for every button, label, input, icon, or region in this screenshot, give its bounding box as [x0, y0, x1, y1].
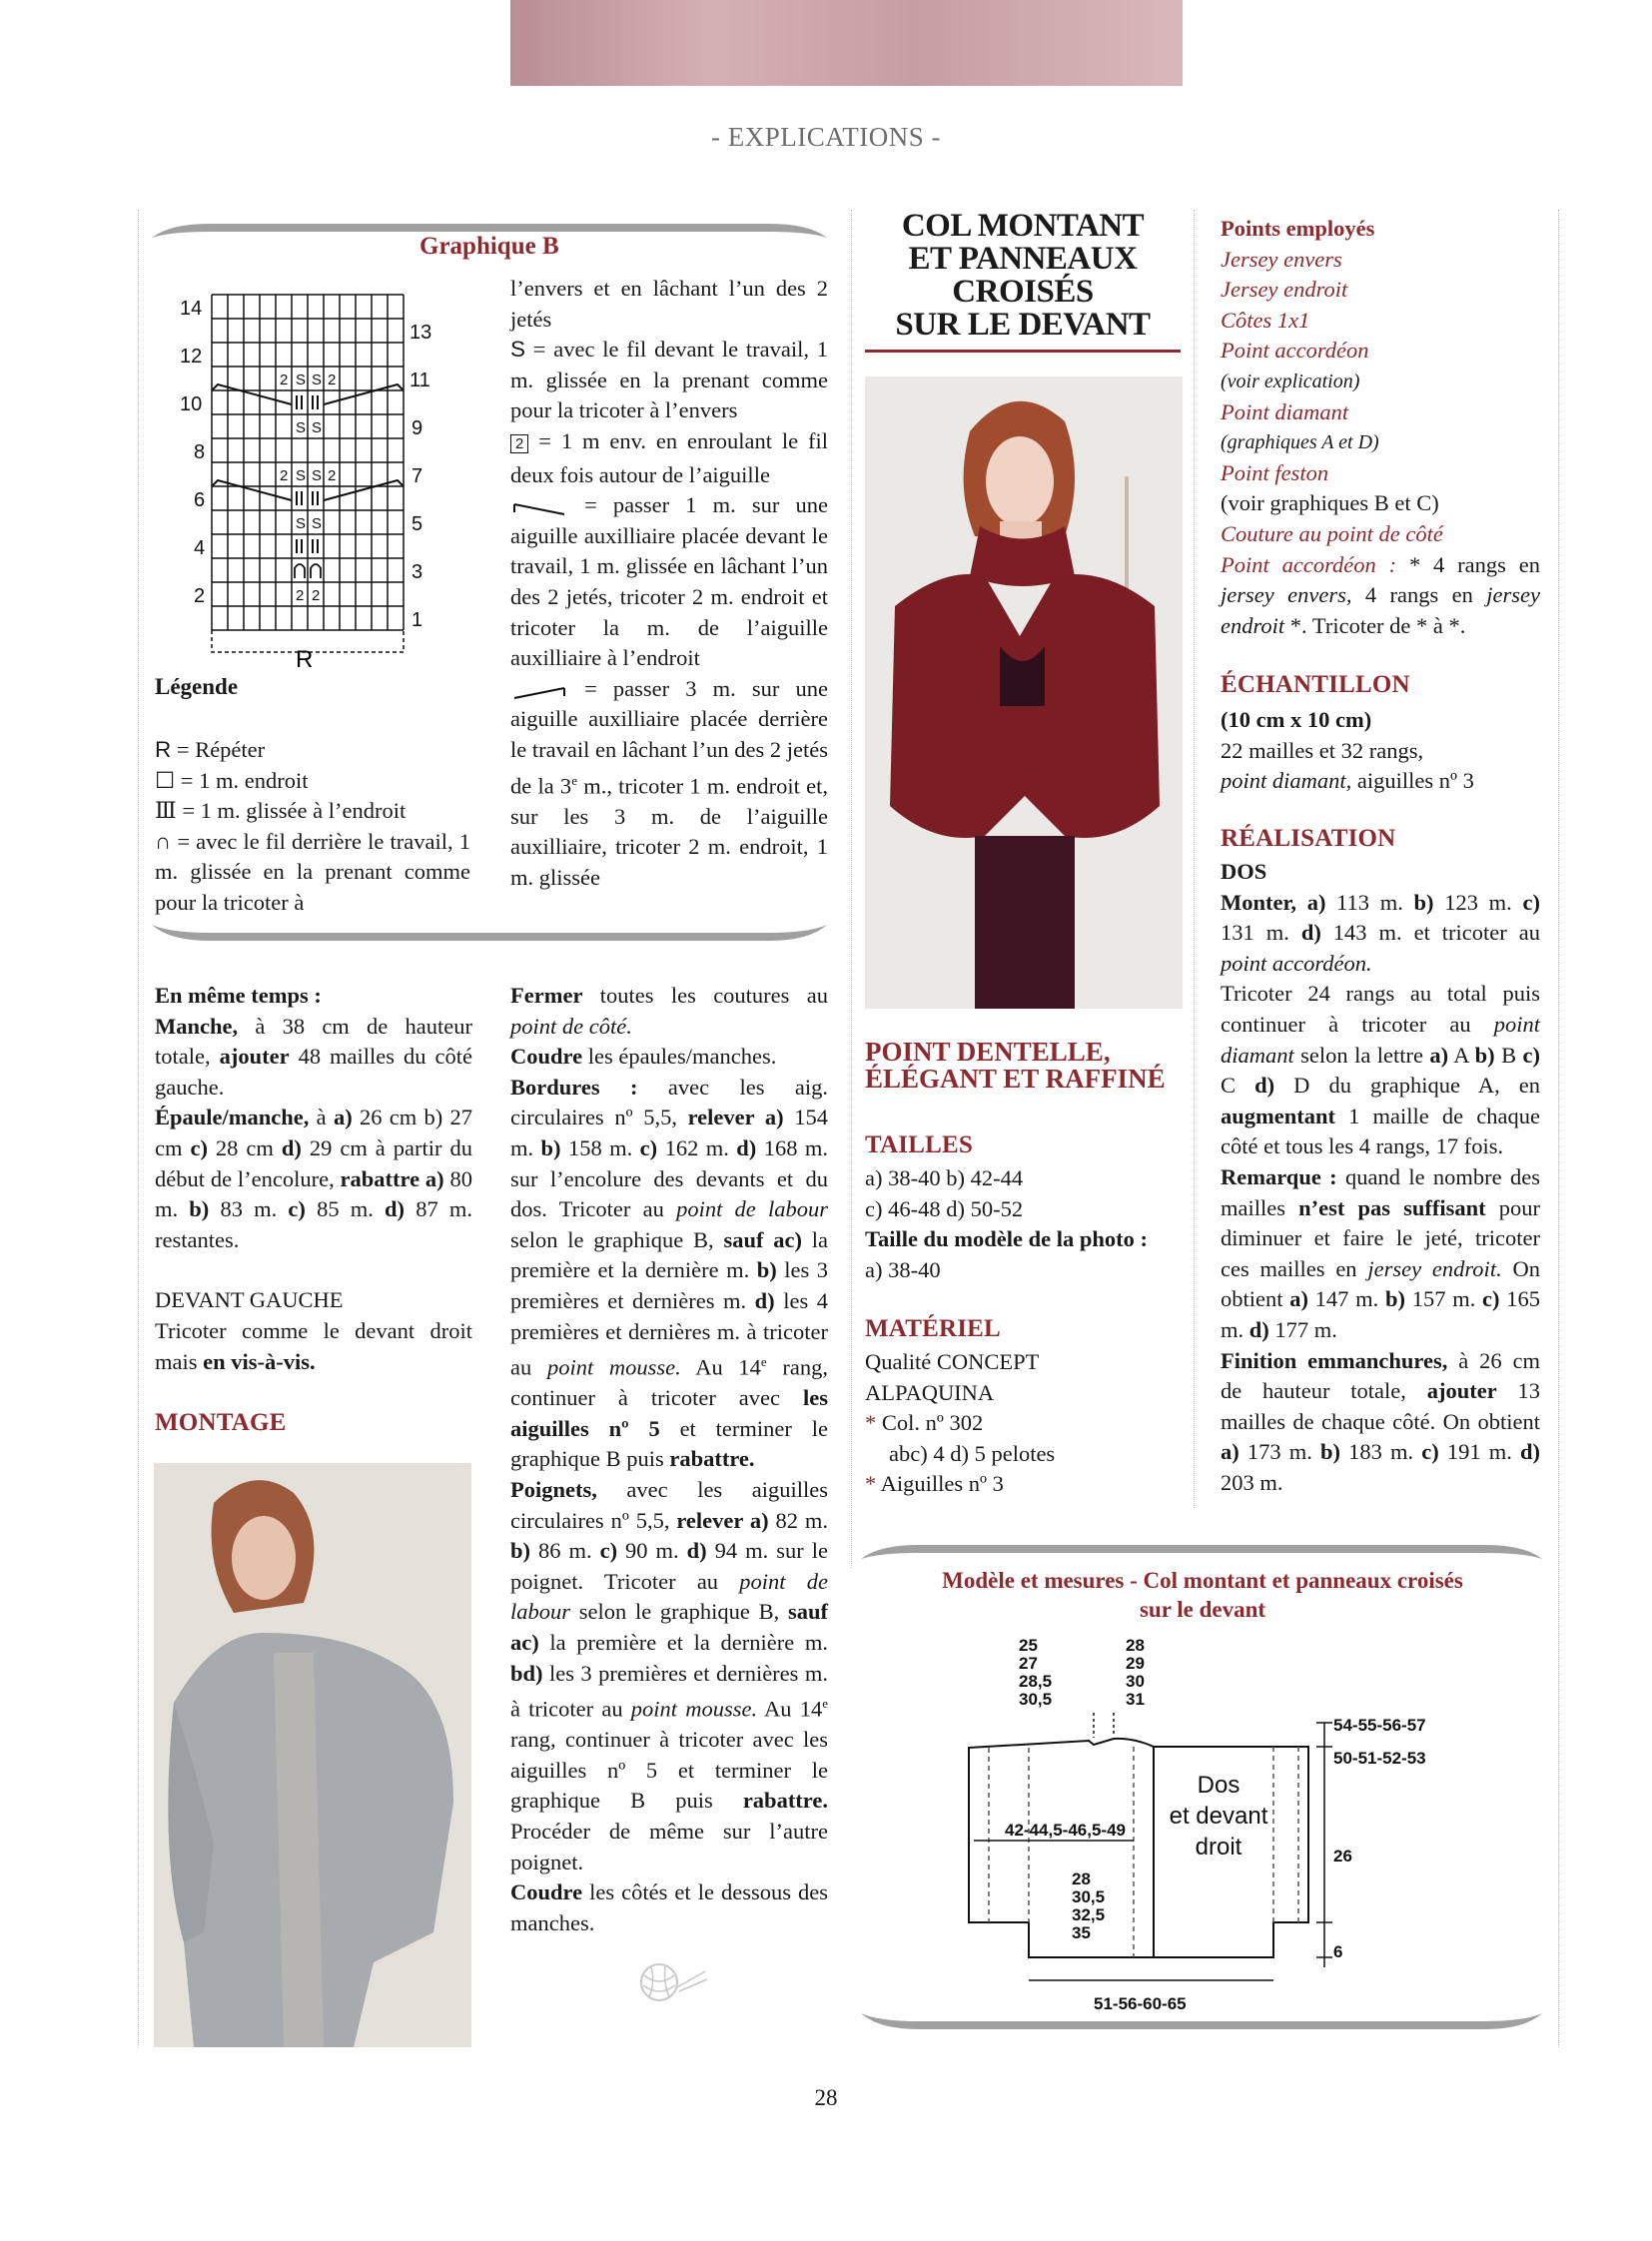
legend-line: ∩ = avec le fil derrière le travail, 1 m. glissée en la prenant comme pour la tricoter à	[155, 828, 470, 915]
model-photo-burgundy	[865, 376, 1183, 1009]
montage-heading: MONTAGE	[155, 1409, 287, 1436]
legend-line: ☐ = 1 m. endroit	[155, 767, 309, 793]
measure: 25	[1019, 1636, 1038, 1655]
measure: 6	[1333, 1942, 1343, 1961]
tailles-text: a) 38-40 b) 42-44 c) 46-48 d) 50-52 Taille du modèle de la photo : a) 38-40	[865, 1165, 1148, 1282]
measure: 54-55-56-57	[1333, 1716, 1426, 1735]
row-label: 7	[412, 465, 423, 487]
chart-symbol: S	[296, 372, 307, 388]
tailles-heading: TAILLES	[865, 1131, 973, 1158]
row-label: 3	[412, 561, 423, 583]
pattern-title: COL MONTANT ET PANNEAUX CROISÉS SUR LE DEVANT	[895, 208, 1151, 343]
measure: 26	[1333, 1847, 1352, 1866]
points-employes: Points employés Jersey envers Jersey endroit Côtes 1x1 Point accordéon (voir explication) Point diamant (graphiques A et D) Point feston (voir graphiques B et C) Couture au point de côté Point accordéon : * 4 rangs en jersey envers, 4 rangs en jersey endroit *. Tricoter de * à *.	[1221, 216, 1540, 638]
measure: 30,5	[1072, 1887, 1106, 1906]
piece-label: Dos	[1197, 1772, 1240, 1799]
model-photo-grey-cardigan	[154, 1463, 471, 2047]
row-label: 6	[194, 489, 206, 511]
row-label: 9	[412, 417, 423, 439]
measure: 30,5	[1019, 1690, 1053, 1709]
title-underline	[865, 350, 1181, 353]
row-label: 12	[180, 346, 203, 368]
piece-label: droit	[1195, 1834, 1242, 1861]
measure: 32,5	[1072, 1905, 1106, 1924]
left-column-text: En même temps : Manche, à 38 cm de hauteur totale, ajouter 48 mailles du côté gauche. Épaule/manche, à a) 26 cm b) 27 cm c) 28 cm d) 29 cm à partir du début de l’encolure, rabattre a) 80 m. b) 83 m. c) 85 m. d) 87 m. restantes. DEVANT GAUCHE Tricoter comme le devant droit mais en vis-à-vis.	[155, 983, 473, 1374]
measure: 51-56-60-65	[1094, 1994, 1187, 2013]
measure: 29	[1126, 1654, 1145, 1673]
garment-schematic	[939, 1623, 1478, 2022]
legend-line: R = Répéter	[155, 737, 266, 762]
legend-line: Ⅲ = 1 m. glissée à l’endroit	[155, 798, 407, 824]
measure: 28	[1072, 1869, 1091, 1888]
row-label: 4	[194, 537, 206, 559]
row-label: 5	[412, 513, 423, 535]
piece-label: et devant	[1169, 1803, 1268, 1830]
legend-list	[155, 735, 470, 919]
schema-title: Modèle et mesures - Col montant et panneaux croisés sur le devant	[942, 1568, 1463, 1622]
echantillon-text: (10 cm x 10 cm) 22 mailles et 32 rangs, point diamant, aiguilles nº 3	[1221, 707, 1474, 794]
legend-title: Légende	[155, 674, 239, 699]
pattern-subtitle: POINT DENTELLE, ÉLÉGANT ET RAFFINÉ	[865, 1037, 1166, 1094]
measure: 31	[1126, 1690, 1145, 1709]
chart-symbol: 2	[280, 467, 289, 484]
chart-symbol: S	[296, 467, 307, 484]
legend-col2: l’envers et en lâchant l’un des 2 jetés S = avec le fil devant le travail, 1 m. glissée en la prenant comme pour la tricoter à l’envers 2 = 1 m env. en enroulant le fil deux fois autour de l’aiguille = passer 1 m. sur une aiguille auxilliaire placée devant le travail, 1 m. glissée en lâchant l’un des 2 jetés, tricoter 2 m. endroit et tricoter la m. de l’aiguille auxilliaire à l’endroit = passer 3 m. sur une aiguille auxilliaire placée derrière le travail en lâchant l’un des 2 jetés de la 3e m., tricoter 1 m. endroit et, sur les 3 m. de l’aiguille auxilliaire, tricoter 2 m. endroit, 1 m. glissée	[510, 276, 829, 890]
realisation-text: DOS Monter, a) 113 m. b) 123 m. c) 131 m. d) 143 m. et tricoter au point accordéon. Tricoter 24 rangs au total puis continuer à tricoter au point diamant selon la lettre a) A b) B c) C d) D du graphique A, en augmentant 1 maille de chaque côté et tous les 4 rangs, 17 fois. Remarque : quand le nombre des mailles n’est pas suffisant pour diminuer et faire le jeté, tricoter ces mailles en jersey endroit. On obtient a) 147 m. b) 157 m. c) 165 m. d) 177 m. Finition emmanchures, à 26 cm de hauteur totale, ajouter 13 mailles de chaque côté. On obtient a) 173 m. b) 183 m. c) 191 m. d) 203 m.	[1221, 859, 1541, 1495]
realisation-heading: RÉALISATION	[1221, 825, 1396, 852]
section-header: - EXPLICATIONS -	[711, 122, 941, 152]
yarn-ball-icon	[619, 1957, 709, 2007]
materiel-heading: MATÉRIEL	[865, 1315, 1001, 1342]
page-number: 28	[814, 2085, 838, 2110]
measure: 42-44,5-46,5-49	[1005, 1821, 1126, 1840]
chart-symbol: 2	[328, 467, 337, 484]
row-label: 1	[412, 609, 423, 631]
chart-symbol: 2	[280, 372, 289, 388]
chart-symbol: 2	[312, 587, 321, 604]
measure: 28	[1126, 1636, 1145, 1655]
measure: 28,5	[1019, 1672, 1053, 1691]
schema-frame-top	[859, 1531, 1544, 1567]
row-label: 2	[194, 585, 206, 607]
devant-gauche-title: DEVANT GAUCHE	[155, 1287, 344, 1313]
chart-symbol: S	[296, 515, 307, 532]
chart-symbol: S	[312, 467, 323, 484]
chart-frame-bottom	[150, 919, 829, 955]
chart-symbol: S	[312, 515, 323, 532]
row-label: 8	[194, 441, 206, 463]
chart-b-grid	[160, 285, 459, 669]
measure: 30	[1126, 1672, 1145, 1691]
repeat-label: R	[296, 646, 314, 669]
measure: 50-51-52-53	[1333, 1749, 1426, 1768]
chart-symbol: 2	[328, 372, 337, 388]
measure: 27	[1019, 1654, 1038, 1673]
echantillon-heading: ÉCHANTILLON	[1221, 671, 1410, 698]
chart-symbol: S	[296, 419, 307, 436]
top-photo	[510, 0, 1183, 86]
row-label: 13	[410, 322, 432, 344]
measure: 35	[1072, 1923, 1091, 1942]
materiel-text: Qualité CONCEPT ALPAQUINA * Col. nº 302 abc) 4 d) 5 pelotes * Aiguilles nº 3	[865, 1349, 1056, 1497]
chart-symbol: S	[312, 372, 323, 388]
row-label: 14	[180, 298, 203, 320]
row-label: 10	[180, 393, 203, 415]
chart-b-title: Graphique B	[419, 233, 559, 260]
middle-column-text: Fermer toutes les coutures au point de côté. Coudre les épaules/manches. Bordures : avec les aig. circulaires nº 5,5, relever a) 154 m. b) 158 m. c) 162 m. d) 168 m. sur l’encolure des devants et du dos. Tricoter au point de labour selon le graphique B, sauf ac) la première et la dernière m. b) les 3 premières et dernières m. d) les 4 premières et dernières m. à tricoter au point mousse. Au 14e rang, continuer à tricoter avec les aiguilles nº 5 et terminer le graphique B puis rabattre. Poignets, avec les aiguilles circulaires nº 5,5, relever a) 82 m. b) 86 m. c) 90 m. d) 94 m. sur le poignet. Tricoter au point de labour selon le graphique B, sauf ac) la première et la dernière m. bd) les 3 premières et dernières m. à tricoter au point mousse. Au 14e rang, continuer à tricoter avec les aiguilles nº 5 et terminer le graphique B puis rabattre. Procéder de même sur l’autre poignet. Coudre les côtés et le dessous des manches.	[510, 983, 829, 1935]
chart-symbol: 2	[296, 587, 305, 604]
chart-symbol: S	[312, 419, 323, 436]
row-label: 11	[410, 370, 430, 391]
